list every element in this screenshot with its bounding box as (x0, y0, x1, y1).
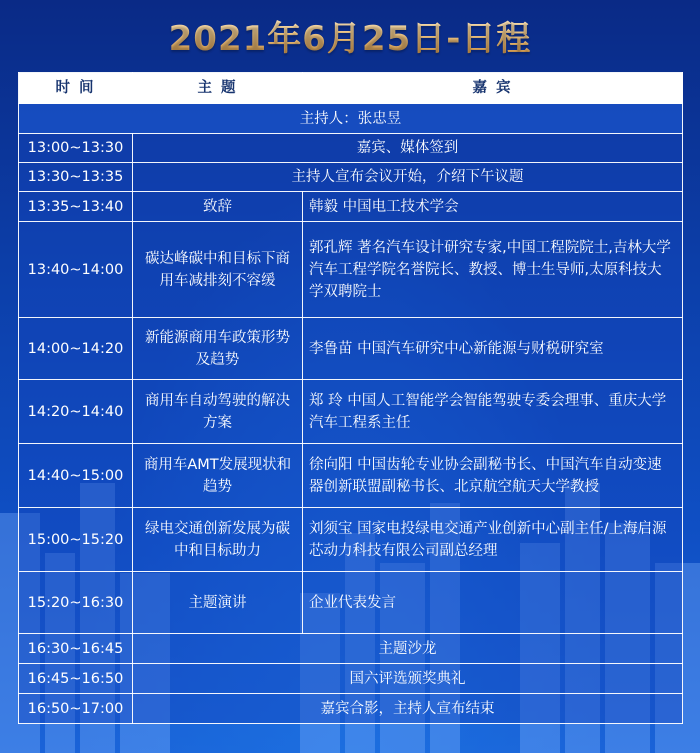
host-cell: 主持人：张忠昱 (19, 104, 683, 134)
guest-cell: 韩毅 中国电工技术学会 (303, 192, 683, 222)
time-cell: 14:20~14:40 (19, 380, 133, 444)
topic-cell: 新能源商用车政策形势及趋势 (133, 318, 303, 380)
time-cell: 13:40~14:00 (19, 222, 133, 318)
table-row (19, 444, 683, 508)
table-row (19, 163, 683, 192)
table-row (19, 380, 683, 444)
guest-cell: 郑 玲 中国人工智能学会智能驾驶专委会理事、重庆大学汽车工程系主任 (303, 380, 683, 444)
time-cell: 16:30~16:45 (19, 634, 133, 664)
table-row (19, 192, 683, 222)
agenda-table (18, 72, 683, 724)
table-row (19, 508, 683, 572)
session-cell: 主持人宣布会议开始，介绍下午议题 (133, 163, 683, 192)
guest-cell: 徐向阳 中国齿轮专业协会副秘书长、中国汽车自动变速器创新联盟副秘书长、北京航空航天大学教授 (303, 444, 683, 508)
header-guest: 嘉 宾 (303, 73, 683, 104)
guest-cell: 刘须宝 国家电投绿电交通产业创新中心副主任/上海启源芯动力科技有限公司副总经理 (303, 508, 683, 572)
page-title: 2021年6月25日-日程 (169, 11, 532, 60)
time-cell: 14:40~15:00 (19, 444, 133, 508)
time-cell: 16:50~17:00 (19, 694, 133, 724)
page-header (0, 0, 700, 70)
time-cell: 14:00~14:20 (19, 318, 133, 380)
time-cell: 13:30~13:35 (19, 163, 133, 192)
topic-cell: 碳达峰碳中和目标下商用车减排刻不容缓 (133, 222, 303, 318)
table-row (19, 318, 683, 380)
guest-cell: 郭孔辉 著名汽车设计研究专家,中国工程院院士,吉林大学汽车工程学院名誉院长、教授、博士生导师,太原科技大学双聘院士 (303, 222, 683, 318)
table-header-row (19, 73, 683, 104)
topic-cell: 绿电交通创新发展为碳中和目标助力 (133, 508, 303, 572)
header-time: 时 间 (19, 73, 133, 104)
table-row (19, 694, 683, 724)
session-cell: 嘉宾、媒体签到 (133, 134, 683, 163)
table-row (19, 134, 683, 163)
time-cell: 13:35~13:40 (19, 192, 133, 222)
host-row (19, 104, 683, 134)
session-cell: 嘉宾合影，主持人宣布结束 (133, 694, 683, 724)
table-row (19, 634, 683, 664)
time-cell: 15:00~15:20 (19, 508, 133, 572)
topic-cell: 商用车自动驾驶的解决方案 (133, 380, 303, 444)
session-cell: 主题沙龙 (133, 634, 683, 664)
topic-cell: 致辞 (133, 192, 303, 222)
time-cell: 16:45~16:50 (19, 664, 133, 694)
table-row (19, 572, 683, 634)
header-topic: 主 题 (133, 73, 303, 104)
table-row (19, 664, 683, 694)
topic-cell: 主题演讲 (133, 572, 303, 634)
guest-cell: 企业代表发言 (303, 572, 683, 634)
session-cell: 国六评选颁奖典礼 (133, 664, 683, 694)
guest-cell: 李鲁苗 中国汽车研究中心新能源与财税研究室 (303, 318, 683, 380)
topic-cell: 商用车AMT发展现状和趋势 (133, 444, 303, 508)
time-cell: 15:20~16:30 (19, 572, 133, 634)
table-row (19, 222, 683, 318)
time-cell: 13:00~13:30 (19, 134, 133, 163)
